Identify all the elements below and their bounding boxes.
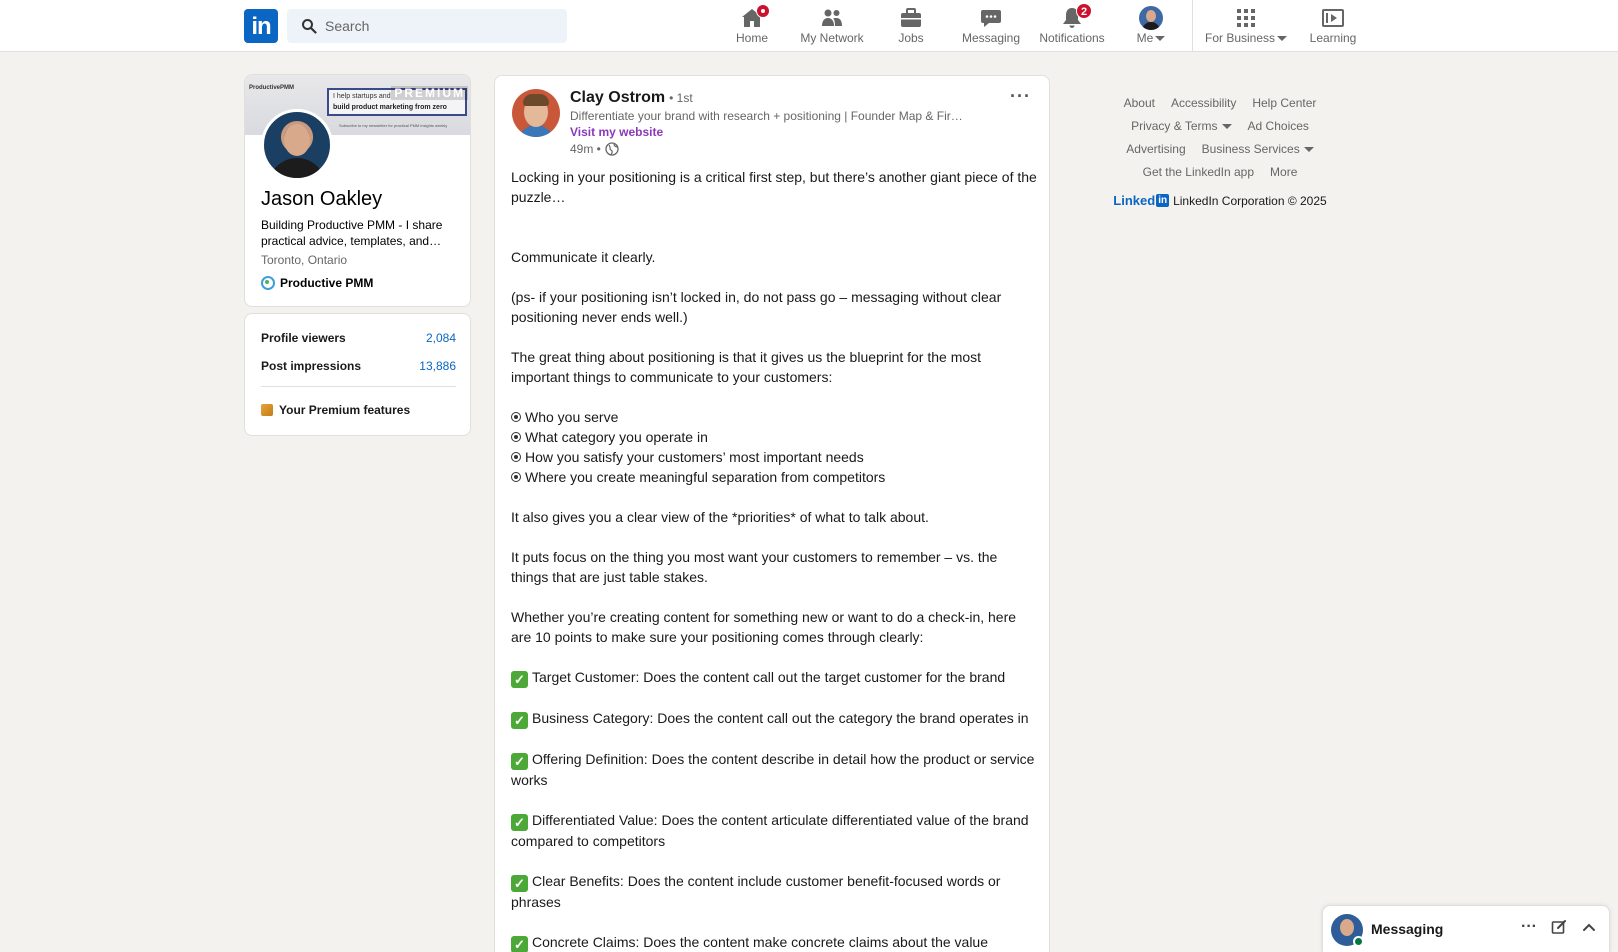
footer-get-app-link[interactable]: Get the LinkedIn app	[1142, 165, 1255, 179]
checklist-item: ✓ Offering Definition: Does the content describe in detail how the product or service works	[511, 751, 1035, 788]
copyright-text: LinkedIn Corporation © 2025	[1173, 193, 1327, 208]
list-item: Where you create meaningful separation from competitors	[511, 467, 1037, 487]
company-name: Productive PMM	[280, 276, 374, 290]
premium-tag: PREMIUM	[391, 86, 468, 100]
more-options-icon[interactable]: ···	[1521, 918, 1537, 935]
nav-label: Jobs	[898, 31, 924, 45]
nav-label: Home	[735, 31, 768, 45]
profile-name[interactable]: Jason Oakley	[261, 188, 383, 210]
bullet-icon	[511, 412, 521, 422]
search-input[interactable]	[325, 9, 555, 43]
banner-line-2: build product marketing from zero	[333, 104, 447, 111]
footer-help-center-link[interactable]: Help Center	[1252, 96, 1317, 110]
chat-icon	[979, 6, 1003, 30]
profile-avatar[interactable]	[261, 109, 333, 181]
search-icon	[301, 18, 317, 34]
nav-for-business[interactable]	[1204, 0, 1288, 52]
premium-features-link[interactable]	[261, 403, 410, 417]
nav-label: Me	[1136, 31, 1154, 45]
post-timestamp	[570, 142, 619, 156]
profile-stats-card	[244, 313, 471, 436]
nav-messaging[interactable]	[960, 0, 1022, 52]
checklist-item: ✓ Target Customer: Does the content call out the target customer for the brand	[511, 667, 1037, 688]
check-mark-icon: ✓	[511, 712, 528, 729]
footer-advertising-link[interactable]: Advertising	[1126, 142, 1186, 156]
messaging-overlay[interactable]	[1322, 905, 1610, 952]
check-mark-icon: ✓	[511, 936, 528, 952]
profile-viewers-row[interactable]	[261, 331, 456, 345]
nav-learning[interactable]	[1306, 0, 1360, 52]
globe-icon	[605, 142, 619, 156]
chevron-down-icon	[1155, 36, 1165, 41]
post-impressions-row[interactable]	[261, 359, 456, 373]
notifications-badge: 2	[1076, 3, 1092, 19]
chevron-down-icon	[1222, 124, 1232, 129]
post-paragraph: Communicate it clearly.	[511, 249, 656, 265]
stat-value: 13,886	[419, 359, 456, 373]
footer-business-services-link[interactable]: Business Services	[1202, 142, 1314, 156]
author-headline: Differentiate your brand with research + positioning | Founder Map & Fir…	[570, 109, 963, 123]
search-bar[interactable]	[287, 9, 567, 43]
play-icon	[1321, 6, 1345, 30]
company-logo-icon	[261, 276, 275, 290]
nav-divider	[1192, 0, 1193, 52]
post-paragraph: (ps- if your positioning isn’t locked in, do not pass go – messaging without clear positioning never ends well.)	[511, 289, 1002, 325]
checklist-item: ✓ Clear Benefits: Does the content include customer benefit-focused words or phrases	[511, 873, 1001, 910]
profile-company[interactable]	[261, 276, 373, 290]
bullet-icon	[511, 452, 521, 462]
footer-corporation	[1100, 193, 1340, 208]
nav-label: Learning	[1309, 31, 1357, 45]
profile-headline: Building Productive PMM - I share practical advice, templates, and…	[261, 218, 443, 248]
checklist-item: ✓ Concrete Claims: Does the content make concrete claims about the value	[511, 932, 1037, 952]
author-name[interactable]: Clay Ostrom	[570, 89, 666, 106]
nav-label: My Network	[800, 31, 864, 45]
linkedin-wordmark-logo: Linked in	[1113, 193, 1168, 208]
feed-post	[494, 75, 1050, 952]
stat-label: Profile viewers	[261, 331, 346, 345]
check-mark-icon: ✓	[511, 875, 528, 892]
post-time: 49m •	[570, 142, 601, 156]
footer-privacy-terms-link[interactable]: Privacy & Terms	[1131, 119, 1231, 133]
premium-icon	[261, 404, 273, 416]
chevron-down-icon	[1304, 147, 1314, 152]
check-mark-icon: ✓	[511, 671, 528, 688]
list-item: How you satisfy your customers’ most important needs	[511, 447, 1037, 467]
post-paragraph: Locking in your positioning is a critical first step, but there’s another giant piece of the puzzle…	[511, 169, 1037, 205]
stat-value: 2,084	[425, 331, 456, 345]
nav-me[interactable]	[1134, 0, 1168, 52]
checklist-item: ✓ Differentiated Value: Does the content articulate differentiated value of the brand compared to competitors	[511, 812, 1029, 849]
footer-ad-choices-link[interactable]: Ad Choices	[1247, 119, 1309, 133]
check-mark-icon: ✓	[511, 814, 528, 831]
checklist-item: ✓ Business Category: Does the content call out the category the brand operates in	[511, 708, 1037, 729]
banner-line-1: I help startups and	[333, 93, 391, 100]
post-paragraph: It also gives you a clear view of the *priorities* of what to talk about.	[511, 509, 929, 525]
post-body	[511, 167, 1037, 952]
nav-label: For Business	[1204, 31, 1276, 45]
footer-more-link[interactable]: More	[1270, 165, 1298, 179]
nav-jobs[interactable]	[896, 0, 926, 52]
post-paragraph: The great thing about positioning is that it gives us the blueprint for the most important things to communicate to your customers:	[511, 349, 982, 385]
profile-location: Toronto, Ontario	[261, 253, 348, 267]
nav-label: Messaging	[961, 31, 1021, 45]
grid-icon	[1234, 6, 1258, 30]
list-item: What category you operate in	[511, 427, 1037, 447]
stat-label: Post impressions	[261, 359, 362, 373]
top-navigation-bar	[0, 0, 1618, 52]
chevron-up-icon[interactable]	[1581, 919, 1597, 935]
messaging-title[interactable]: Messaging	[1371, 921, 1444, 937]
home-notification-dot	[756, 4, 770, 18]
premium-features-label: Your Premium features	[279, 403, 411, 417]
banner-brand: ProductivePMM	[249, 85, 295, 91]
author-avatar[interactable]	[512, 89, 560, 137]
profile-card[interactable]	[244, 74, 471, 307]
nav-notifications[interactable]	[1036, 0, 1108, 52]
list-item: Who you serve	[511, 407, 1037, 427]
nav-my-network[interactable]	[796, 0, 868, 52]
nav-home[interactable]	[732, 0, 772, 52]
visit-website-link[interactable]: Visit my website	[570, 125, 664, 139]
me-avatar	[1139, 6, 1163, 30]
post-paragraph: Whether you’re creating content for something new or want to do a check-in, here are 10 points to make sure your positioning comes through clearly:	[511, 609, 1017, 645]
bullet-icon	[511, 432, 521, 442]
online-status-dot	[1353, 936, 1364, 947]
compose-icon[interactable]	[1551, 919, 1567, 935]
author-name-row[interactable]	[570, 89, 693, 107]
banner-subtext: Subscribe to my newsletter for practical PMM insights weekly	[339, 123, 448, 128]
post-paragraph: It puts focus on the thing you most want your customers to remember – vs. the things that are just table stakes.	[511, 549, 998, 585]
bullet-icon	[511, 472, 521, 482]
more-options-icon[interactable]: ···	[1010, 86, 1031, 106]
nav-label: Notifications	[1039, 31, 1105, 45]
right-footer	[1100, 96, 1340, 208]
divider	[261, 386, 456, 387]
chevron-down-icon	[1277, 36, 1287, 41]
network-icon	[820, 6, 844, 30]
connection-degree: • 1st	[669, 91, 693, 105]
check-mark-icon: ✓	[511, 753, 528, 770]
footer-about-link[interactable]: About	[1123, 96, 1155, 110]
linkedin-logo[interactable]: in	[244, 9, 278, 43]
briefcase-icon	[899, 6, 923, 30]
footer-accessibility-link[interactable]: Accessibility	[1170, 96, 1237, 110]
